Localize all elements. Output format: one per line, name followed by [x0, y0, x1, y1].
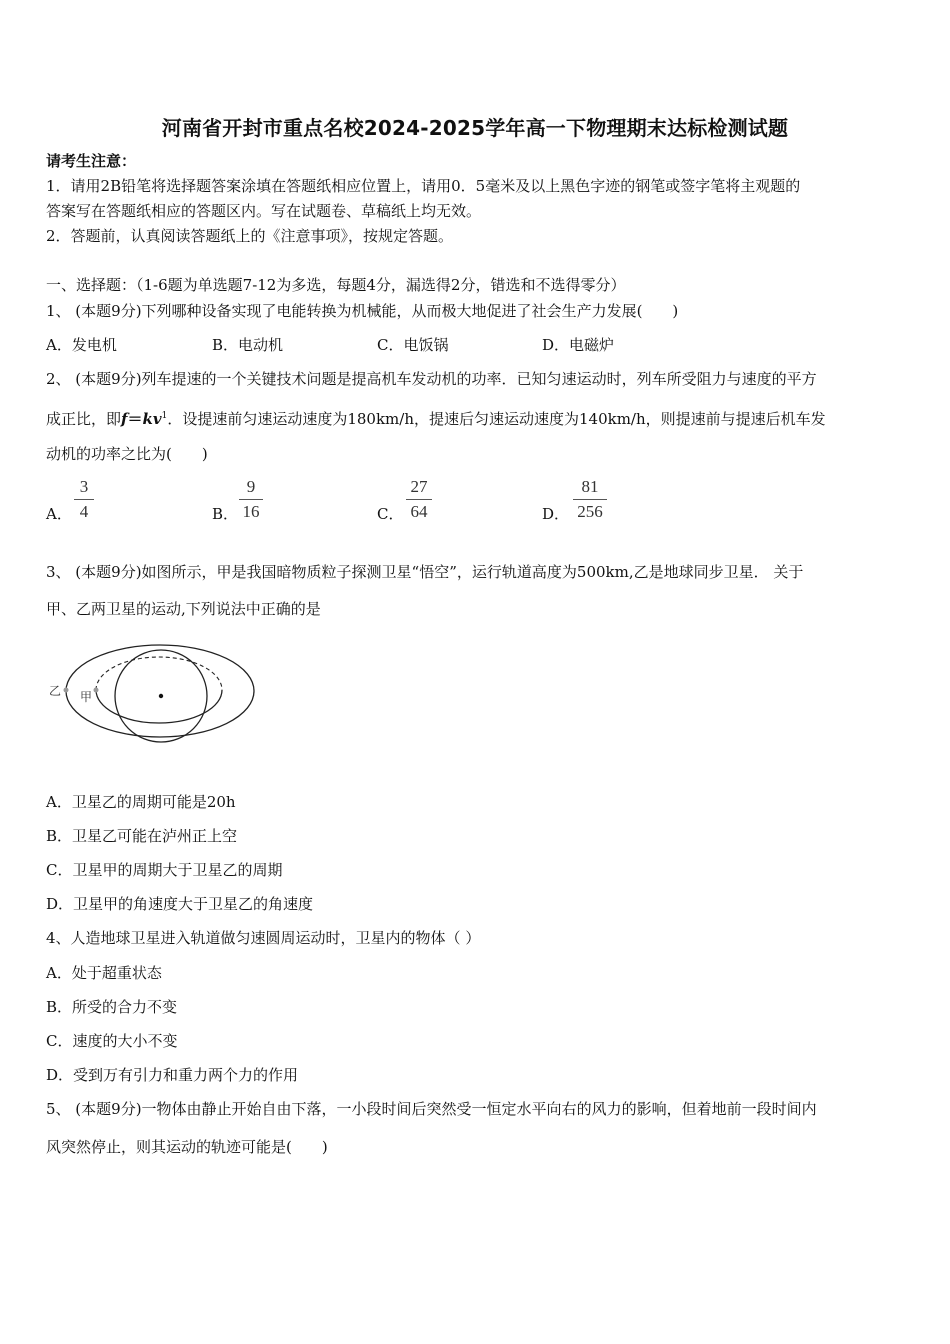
question-2-stem-c: 动机的功率之比为( )	[46, 445, 208, 463]
fraction-numerator: 3	[79, 477, 89, 496]
q2-option-a-fraction	[74, 476, 94, 523]
orbit-diagram	[40, 635, 270, 750]
q4-option-b: B．所受的合力不变	[46, 998, 178, 1016]
satellite-jia-dot	[94, 688, 99, 693]
q2-option-a-letter: A．	[46, 505, 72, 523]
question-3-stem-a: 3、 (本题9分)如图所示，甲是我国暗物质粒子探测卫星“悟空”，运行轨道高度为500km,乙是地球同步卫星． 关于	[46, 563, 804, 581]
q2-option-d-fraction	[573, 476, 607, 523]
q1-option-c: C．电饭锅	[377, 336, 449, 354]
q3-option-d: D．卫星甲的角速度大于卫星乙的角速度	[46, 895, 314, 913]
fraction-denominator: 64	[410, 502, 428, 521]
fraction-numerator: 9	[246, 477, 256, 496]
fraction-denominator: 4	[79, 502, 89, 521]
question-5-stem-a: 5、 (本题9分)一物体由静止开始自由下落，一小段时间后突然受一恒定水平向右的风力的影响，但着地前一段时间内	[46, 1100, 817, 1118]
q2-option-b-letter: B．	[212, 505, 239, 523]
fraction-bar	[573, 499, 607, 500]
fraction-numerator: 27	[410, 477, 428, 496]
fraction-denominator: 16	[242, 502, 260, 521]
notice-item-1b: 答案写在答题纸相应的答题区内。写在试题卷、草稿纸上均无效。	[46, 202, 482, 220]
q2-option-d-letter: D．	[542, 505, 570, 523]
formula-exponent: 1	[161, 411, 168, 421]
formula-f: f	[121, 410, 128, 428]
formula-eq: ＝	[127, 410, 143, 428]
q3-option-b: B．卫星乙可能在泸州正上空	[46, 827, 238, 845]
fraction-bar	[406, 499, 432, 500]
q2-option-b-fraction	[239, 476, 263, 523]
fraction-denominator: 256	[577, 502, 603, 521]
q3-option-c: C．卫星甲的周期大于卫星乙的周期	[46, 861, 283, 879]
notice-heading: 请考生注意：	[46, 152, 137, 170]
question-5-stem-b: 风突然停止，则其运动的轨迹可能是( )	[46, 1138, 328, 1156]
q4-option-d: D．受到万有引力和重力两个力的作用	[46, 1066, 299, 1084]
question-2-stem-b	[46, 405, 908, 430]
fraction-bar	[239, 499, 263, 500]
question-4-stem: 4、人造地球卫星进入轨道做匀速圆周运动时，卫星内的物体（ ）	[46, 929, 481, 947]
q1-option-a: A．发电机	[46, 336, 117, 354]
label-yi: 乙	[49, 684, 62, 698]
page-title: 河南省开封市重点名校2024-2025学年高一下物理期末达标检测试题	[161, 116, 789, 140]
q1-option-d: D．电磁炉	[542, 336, 615, 354]
label-jia: 甲	[80, 690, 93, 704]
question-2-stem-a: 2、 (本题9分)列车提速的一个关键技术问题是提高机车发动机的功率．已知匀速运动时，列车所受阻力与速度的平方	[46, 370, 817, 388]
question-3-stem-b: 甲、乙两卫星的运动,下列说法中正确的是	[46, 600, 321, 618]
q2-option-c-letter: C．	[377, 505, 404, 523]
satellite-yi-dot	[64, 688, 69, 693]
q4-option-a: A．处于超重状态	[46, 964, 162, 982]
question-1-stem: 1、 (本题9分)下列哪种设备实现了电能转换为机械能，从而极大地促进了社会生产力发展( )	[46, 302, 679, 320]
q4-option-c: C．速度的大小不变	[46, 1032, 178, 1050]
q1-option-b: B．电动机	[212, 336, 284, 354]
section-heading: 一、选择题：（1-6题为单选题7-12为多选，每题4分，漏选得2分，错选和不选得零分）	[46, 276, 626, 294]
formula-kv: kv	[142, 410, 162, 428]
earth-center-dot	[159, 694, 163, 698]
fraction-numerator: 81	[581, 477, 599, 496]
q2-stem-b-text2: ．设提速前匀速运动速度为180km/h，提速后匀速运动速度为140km/h，则提速前与提速后机车发	[167, 410, 826, 428]
fraction-bar	[74, 499, 94, 500]
notice-item-1a: 1．请用2B铅笔将选择题答案涂填在答题纸相应位置上，请用0．5毫米及以上黑色字迹的钢笔或签字笔将主观题的	[46, 177, 801, 195]
q2-stem-b-text1: 成正比，即	[46, 410, 122, 428]
q3-option-a: A．卫星乙的周期可能是20h	[46, 793, 236, 811]
q2-option-c-fraction	[406, 476, 432, 523]
notice-item-2: 2．答题前，认真阅读答题纸上的《注意事项》，按规定答题。	[46, 227, 454, 245]
inner-orbit-back	[96, 657, 222, 690]
